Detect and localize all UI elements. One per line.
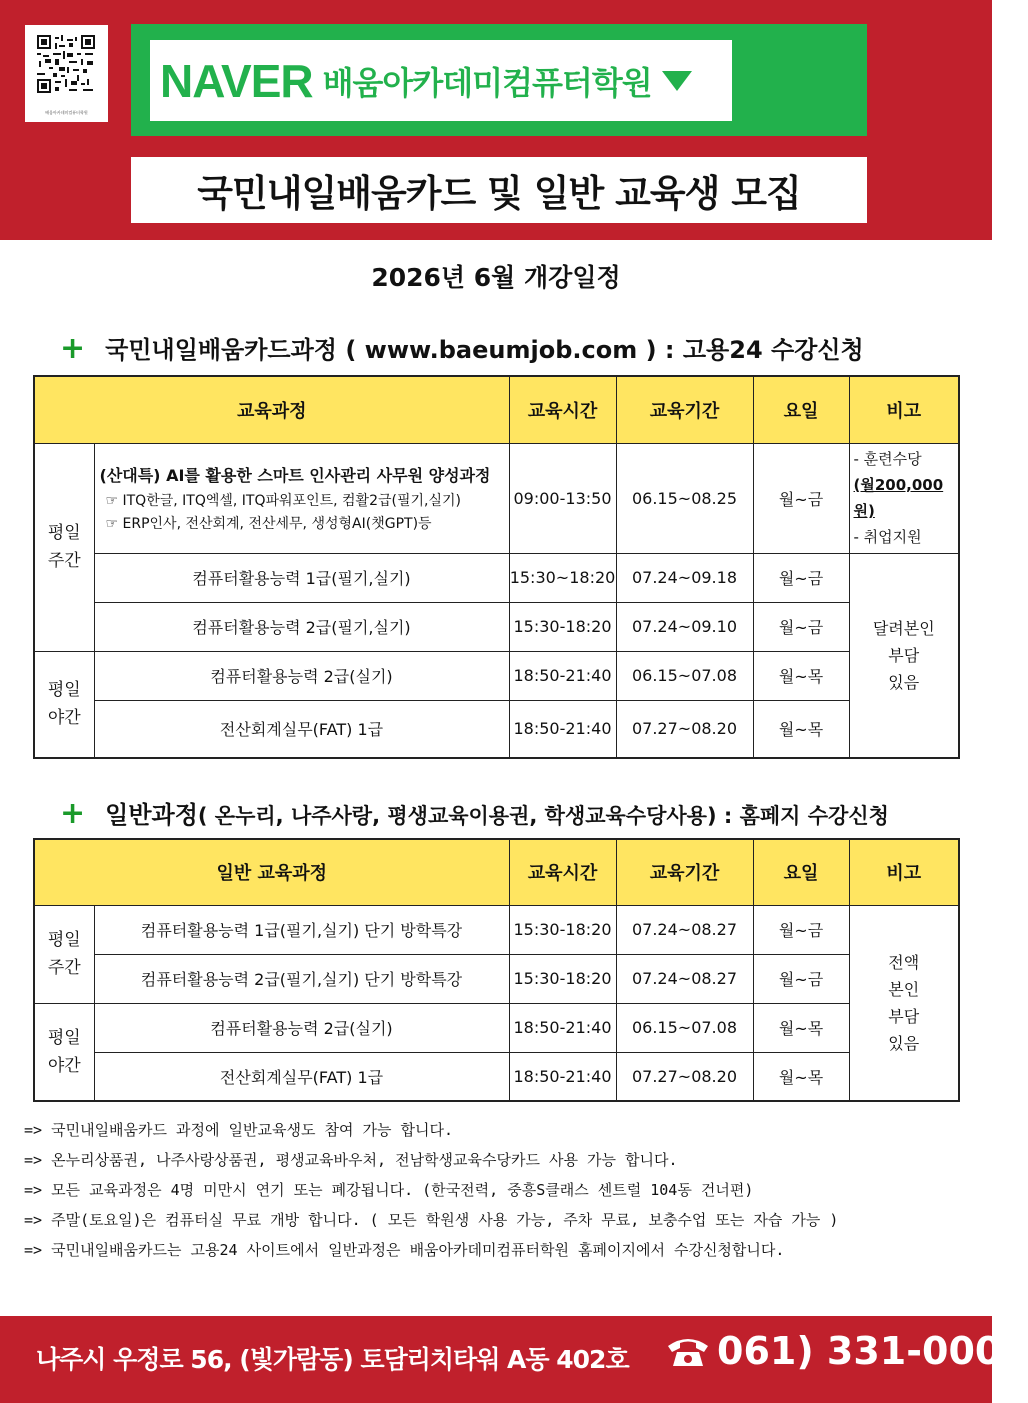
telephone-icon: [665, 1334, 711, 1368]
remark-shared-text: 전액 본인 부담 있음: [888, 952, 920, 1053]
card-course-table: [33, 375, 960, 759]
course-cell: 전산회계실무(FAT) 1급: [94, 700, 509, 758]
section-heading-general-course: [60, 795, 889, 831]
time-cell: 09:00-13:50: [509, 443, 616, 553]
note-item: => 온누리상품권, 나주사랑상품권, 평생교육바우처, 전남학생교육수당카드 사용 가능 합니다.: [24, 1151, 678, 1169]
table-row: [34, 443, 959, 553]
note-item: => 주말(토요일)은 컴퓨터실 무료 개방 합니다. ( 모든 학원생 사용 가능, 주차 무료, 보충수업 또는 자습 가능 ): [24, 1211, 839, 1229]
table-row: [34, 905, 959, 954]
time-cell: 15:30~18:20: [509, 553, 616, 602]
days-cell: 월~목: [753, 1003, 849, 1052]
time-cell: 15:30-18:20: [509, 954, 616, 1003]
days-cell: 월~금: [753, 905, 849, 954]
group-label-night: [34, 651, 94, 758]
qr-code[interactable]: [25, 25, 108, 122]
remark-line: - 취업지원: [853, 528, 922, 546]
column-header: 교육시간: [509, 839, 616, 905]
course-detail-line: ☞ ERP인사, 전산회계, 전산세무, 생성형AI(챗GPT)등: [105, 516, 432, 532]
naver-search-keyword: 배움아카데미컴퓨터학원: [322, 63, 652, 102]
period-cell: 07.27~08.20: [616, 700, 753, 758]
header-band: [0, 0, 992, 240]
course-detail-line: ☞ ITQ한글, ITQ엑셀, ITQ파워포인트, 컴활2급(필기,실기): [105, 493, 461, 509]
table-header-row: [34, 376, 959, 443]
table-row: [34, 1052, 959, 1101]
course-cell: 컴퓨터활용능력 2급(필기,실기) 단기 방학특강: [94, 954, 509, 1003]
period-cell: 06.15~07.08: [616, 651, 753, 700]
course-cell: 컴퓨터활용능력 1급(필기,실기): [94, 553, 509, 602]
group-label-night-text: 평일 야간: [47, 680, 81, 729]
group-label-day: [34, 443, 94, 651]
period-cell: 07.24~09.10: [616, 602, 753, 651]
days-cell: 월~목: [753, 1052, 849, 1101]
note-item: => 국민내일배움카드는 고용24 사이트에서 일반과정은 배움아카데미컴퓨터학원 홈페이지에서 수강신청합니다.: [24, 1241, 785, 1259]
qr-code-icon: [37, 35, 95, 93]
column-header: 요일: [753, 376, 849, 443]
column-header: 교육기간: [616, 376, 753, 443]
column-header: 요일: [753, 839, 849, 905]
footer-phone[interactable]: [665, 1329, 1028, 1373]
remark-cell: [849, 443, 959, 553]
triangle-down-icon: [662, 71, 692, 91]
period-cell: 07.24~08.27: [616, 905, 753, 954]
table-row: [34, 954, 959, 1003]
section-heading-card-course: [60, 330, 864, 366]
course-cell: 컴퓨터활용능력 2급(필기,실기): [94, 602, 509, 651]
period-cell: 07.24~08.27: [616, 954, 753, 1003]
table-header-row: [34, 839, 959, 905]
footer-band: [0, 1316, 1028, 1403]
section-heading-text: ( 온누리, 나주사랑, 평생교육이용권, 학생교육수당사용) : 홈페지 수강신청: [197, 804, 889, 828]
period-cell: 06.15~08.25: [616, 443, 753, 553]
time-cell: 18:50-21:40: [509, 1003, 616, 1052]
column-header: 비고: [849, 376, 959, 443]
table-row: [34, 602, 959, 651]
naver-search-box[interactable]: [150, 40, 732, 121]
course-cell: 전산회계실무(FAT) 1급: [94, 1052, 509, 1101]
column-header: 교육시간: [509, 376, 616, 443]
course-cell: 컴퓨터활용능력 2급(실기): [94, 651, 509, 700]
column-header: 교육과정: [34, 376, 509, 443]
remark-cell-shared: [849, 553, 959, 758]
page-title: 국민내일배움카드 및 일반 교육생 모집: [131, 157, 867, 223]
group-label-day: [34, 905, 94, 1003]
course-cell: 컴퓨터활용능력 1급(필기,실기) 단기 방학특강: [94, 905, 509, 954]
period-cell: 07.27~08.20: [616, 1052, 753, 1101]
section-heading-text: 국민내일배움카드과정 ( www.baeumjob.com ) : 고용24 수강신청: [105, 336, 864, 364]
qr-caption: 배움아카데미컴퓨터학원: [45, 110, 88, 115]
table-row: [34, 700, 959, 758]
group-label-night-text: 평일 야간: [47, 1027, 81, 1076]
section-heading-main: 일반과정: [105, 801, 198, 829]
table-row: [34, 651, 959, 700]
group-label-day-text: 평일 주간: [47, 523, 81, 571]
period-cell: 06.15~07.08: [616, 1003, 753, 1052]
days-cell: 월~금: [753, 443, 849, 553]
group-label-night: [34, 1003, 94, 1101]
course-title: (산대특) AI를 활용한 스마트 인사관리 사무원 양성과정: [99, 466, 491, 485]
naver-logo: NAVER: [160, 54, 313, 107]
group-label-day-text: 평일 주간: [47, 930, 81, 978]
time-cell: 18:50-21:40: [509, 700, 616, 758]
column-header: 비고: [849, 839, 959, 905]
general-course-table: [33, 838, 960, 1102]
remark-cell-shared: [849, 905, 959, 1101]
time-cell: 15:30-18:20: [509, 905, 616, 954]
table-row: [34, 553, 959, 602]
plus-icon: +: [60, 331, 86, 366]
phone-number: 061) 331-0002: [717, 1329, 1028, 1373]
remark-line: - 훈련수당: [853, 450, 922, 468]
notes-list: [24, 1115, 838, 1265]
days-cell: 월~목: [753, 700, 849, 758]
footer-address: 나주시 우정로 56, (빛가람동) 토담리치타워 A동 402호: [36, 1345, 629, 1374]
plus-icon: +: [60, 796, 86, 831]
table-row: [34, 1003, 959, 1052]
days-cell: 월~금: [753, 954, 849, 1003]
schedule-title: 2026년 6월 개강일정: [371, 263, 621, 292]
note-item: => 국민내일배움카드 과정에 일반교육생도 참여 가능 합니다.: [24, 1121, 454, 1139]
note-item: => 모든 교육과정은 4명 미만시 연기 또는 폐강됩니다. (한국전력, 중흥S클래스 센트럴 104동 건너편): [24, 1181, 754, 1199]
remark-shared-text: 달려본인 부담 있음: [872, 618, 935, 692]
time-cell: 15:30-18:20: [509, 602, 616, 651]
days-cell: 월~목: [753, 651, 849, 700]
column-header: 일반 교육과정: [34, 839, 509, 905]
time-cell: 18:50-21:40: [509, 651, 616, 700]
column-header: 교육기간: [616, 839, 753, 905]
time-cell: 18:50-21:40: [509, 1052, 616, 1101]
course-cell: [94, 443, 509, 553]
days-cell: 월~금: [753, 553, 849, 602]
remark-allowance: (월200,000원): [853, 476, 944, 520]
period-cell: 07.24~09.18: [616, 553, 753, 602]
days-cell: 월~금: [753, 602, 849, 651]
course-cell: 컴퓨터활용능력 2급(실기): [94, 1003, 509, 1052]
